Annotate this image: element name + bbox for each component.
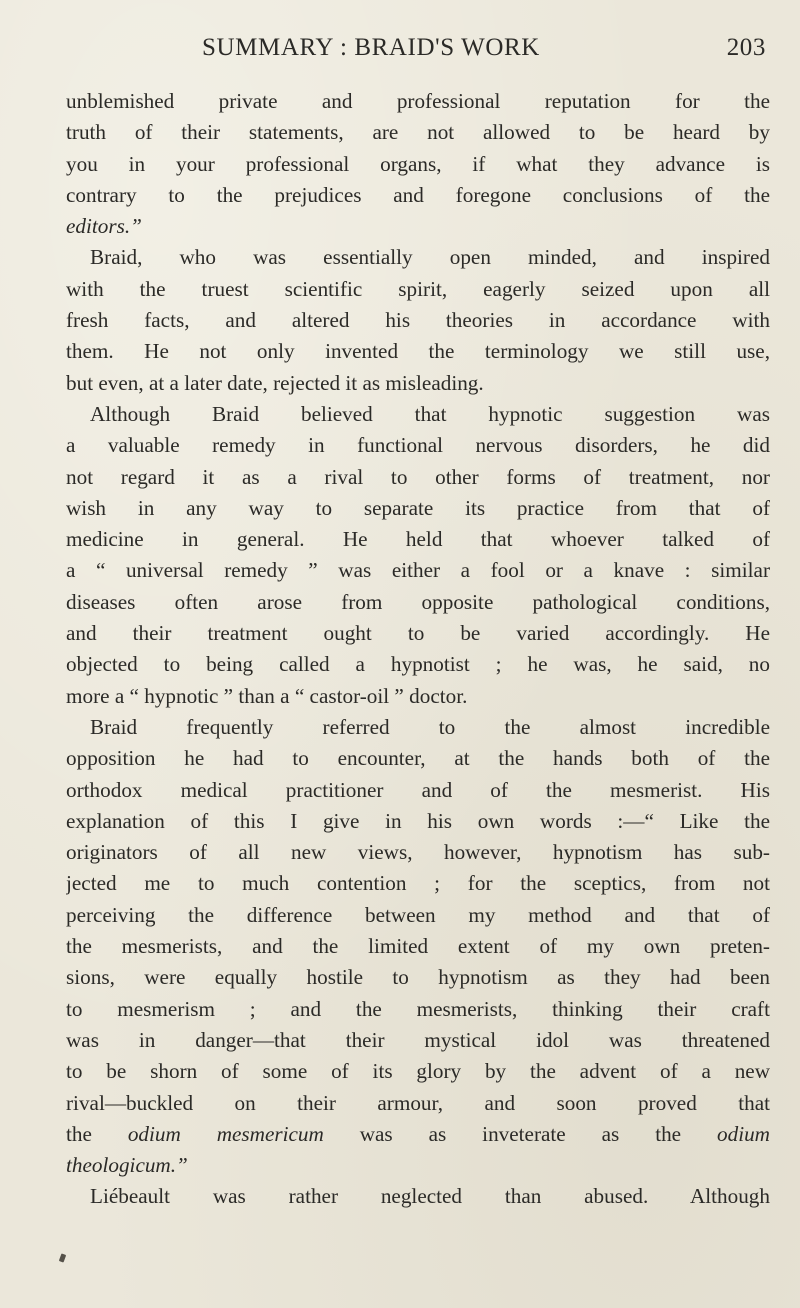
running-title: SUMMARY : BRAID'S WORK (202, 34, 540, 61)
text-line: the mesmerists, and the limited extent of my own preten- (66, 934, 770, 959)
body-text (66, 86, 770, 1213)
text-line: to mesmerism ; and the mesmerists, thinking their craft (66, 996, 770, 1021)
text-line: orthodox medical practitioner and of the mesmerist. His (66, 777, 770, 802)
text-line: objected to being called a hypnotist ; he was, he said, no (66, 652, 770, 677)
text-line: Although Braid believed that hypnotic suggestion was (90, 401, 770, 426)
text-line: originators of all new views, however, hypnotism has sub- (66, 840, 770, 865)
text-line: more a “ hypnotic ” than a “ castor-oil ” doctor. (66, 683, 468, 708)
text-line: Liébeault was rather neglected than abused. Although (90, 1184, 770, 1209)
text-line: jected me to much contention ; for the sceptics, from not (66, 871, 770, 896)
text-line: editors.” (66, 214, 142, 239)
text-line: perceiving the difference between my method and that of (66, 902, 770, 927)
text-line: truth of their statements, are not allowed to be heard by (66, 120, 770, 145)
running-head (66, 34, 766, 70)
text-line: contrary to the prejudices and foregone conclusions of the (66, 182, 770, 207)
text-line: unblemished private and professional reputation for the (66, 89, 770, 113)
text-line: with the truest scientific spirit, eagerly seized upon all (66, 276, 770, 301)
text-line: Braid, who was essentially open minded, and inspired (90, 245, 770, 270)
italic-phrase: odium mesmericum (127, 1121, 324, 1146)
text-line-with-italics: the odium mesmericum was as inveterate as the odium (66, 1121, 770, 1146)
text-line: to be shorn of some of its glory by the advent of a new (66, 1059, 770, 1084)
page-blemish (59, 1253, 66, 1262)
text-line: them. He not only invented the terminology we still use, (66, 339, 770, 364)
text-line: a valuable remedy in functional nervous disorders, he did (66, 433, 770, 458)
text-line: theologicum.” (66, 1153, 188, 1178)
text-line: wish in any way to separate its practice from that of (66, 495, 770, 520)
text-line: sions, were equally hostile to hypnotism as they had been (66, 965, 770, 990)
page-number: 203 (726, 34, 766, 61)
text-line: you in your professional organs, if what they advance is (66, 151, 770, 176)
italic-phrase: odium (717, 1121, 770, 1146)
text-line: medicine in general. He held that whoever talked of (66, 527, 770, 552)
text-line: and their treatment ought to be varied accordingly. He (66, 621, 770, 646)
text-line: Braid frequently referred to the almost incredible (90, 714, 770, 739)
text-line: was in danger—that their mystical idol was threatened (66, 1027, 770, 1052)
text-line: but even, at a later date, rejected it as misleading. (66, 370, 484, 395)
text-line: a “ universal remedy ” was either a fool or a knave : similar (66, 558, 770, 583)
text-line: rival—buckled on their armour, and soon proved that (66, 1090, 770, 1115)
text-line: not regard it as a rival to other forms of treatment, nor (66, 464, 770, 489)
text-line: explanation of this I give in his own words :—“ Like the (66, 808, 770, 833)
text-line: diseases often arose from opposite pathological conditions, (66, 589, 770, 614)
text-line: opposition he had to encounter, at the hands both of the (66, 746, 770, 771)
text-line: fresh facts, and altered his theories in accordance with (66, 308, 770, 333)
